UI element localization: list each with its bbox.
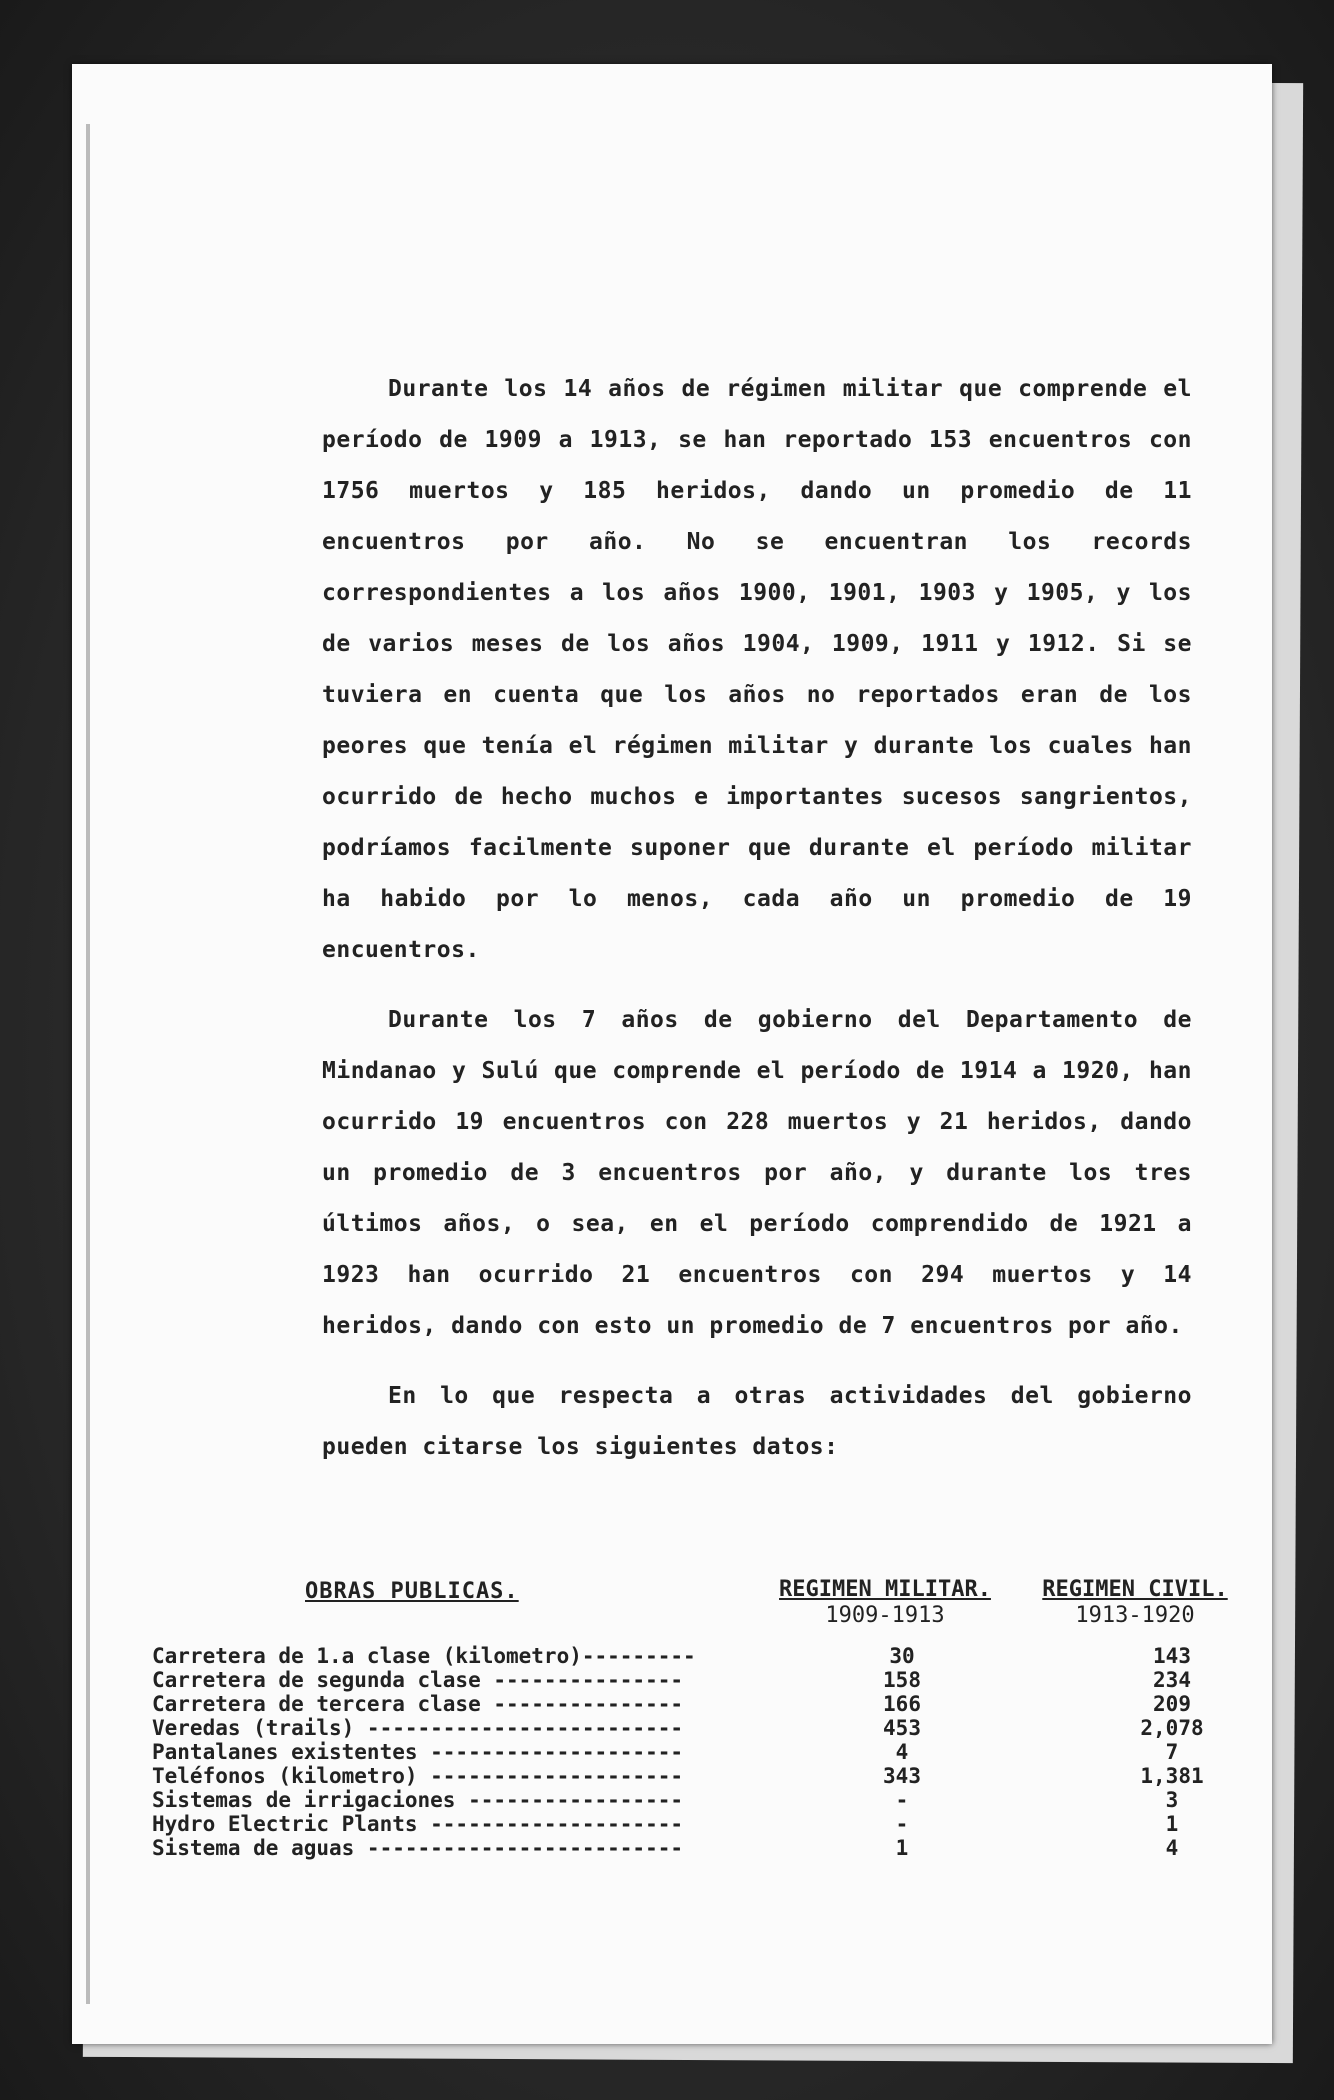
column-header-civil	[1025, 1577, 1245, 1629]
public-works-table	[152, 1644, 1252, 1860]
military-value: 343	[883, 1764, 921, 1788]
table-row	[152, 1668, 1252, 1692]
section-title: OBRAS PUBLICAS.	[305, 1579, 519, 1604]
column-header-military	[775, 1577, 995, 1629]
military-value: 1	[895, 1836, 909, 1860]
table-row	[152, 1716, 1252, 1740]
column-title-civil: REGIMEN CIVIL.	[1042, 1577, 1228, 1602]
column-years-civil: 1913-1920	[1075, 1603, 1195, 1628]
table-row	[152, 1740, 1252, 1764]
civil-value: 7	[1165, 1740, 1179, 1764]
paragraph-other-activities: En lo que respecta a otras actividades del gobierno pueden citarse los siguientes datos:	[322, 1383, 1192, 1460]
military-value: 4	[895, 1740, 909, 1764]
row-label: Sistema de aguas -------------------------	[152, 1836, 684, 1860]
body-text	[322, 364, 1192, 1492]
military-value: -	[895, 1812, 909, 1836]
column-title-military: REGIMEN MILITAR.	[779, 1577, 991, 1602]
row-label: Carretera de 1.a clase (kilometro)---------	[152, 1644, 696, 1668]
table-header	[305, 1569, 1305, 1649]
paragraph-civil-government: Durante los 7 años de gobierno del Departamento de Mindanao y Sulú que comprende el período de 1914 a 1920, han ocurrido 19 encuentros con 228 muertos y 21 heridos, dando un promedio de 3 encuentros por año, y durante los tres últimos años, o sea, en el período comprendido de 1921 a 1923 han ocurrido 21 encuentros con 294 muertos y 14 heridos, dando con esto un promedio de 7 encuentros por año.	[322, 1007, 1192, 1339]
row-label: Veredas (trails) -------------------------	[152, 1716, 684, 1740]
table-row	[152, 1836, 1252, 1860]
civil-value: 234	[1153, 1668, 1191, 1692]
row-label: Carretera de segunda clase ---------------	[152, 1668, 684, 1692]
civil-value: 4	[1165, 1836, 1179, 1860]
civil-value: 143	[1153, 1644, 1191, 1668]
table-row	[152, 1644, 1252, 1668]
military-value: 453	[883, 1716, 921, 1740]
document-page	[72, 64, 1272, 2044]
row-label: Pantalanes existentes --------------------	[152, 1740, 684, 1764]
row-label: Carretera de tercera clase ---------------	[152, 1692, 684, 1716]
civil-value: 2,078	[1140, 1716, 1204, 1740]
table-row	[152, 1692, 1252, 1716]
table-row	[152, 1788, 1252, 1812]
civil-value: 3	[1165, 1788, 1179, 1812]
column-years-military: 1909-1913	[825, 1603, 945, 1628]
civil-value: 1	[1165, 1812, 1179, 1836]
civil-value: 1,381	[1140, 1764, 1204, 1788]
civil-value: 209	[1153, 1692, 1191, 1716]
paragraph-military-regime: Durante los 14 años de régimen militar que comprende el período de 1909 a 1913, se han reportado 153 encuentros con 1756 muertos y 185 heridos, dando un promedio de 11 encuentros por año. No se encuentran los records correspondientes a los años 1900, 1901, 1903 y 1905, y los de varios meses de los años 1904, 1909, 1911 y 1912. Si se tuviera en cuenta que los años no reportados eran de los peores que tenía el régimen militar y durante los cuales han ocurrido de hecho muchos e importantes sucesos sangrientos, podríamos facilmente suponer que durante el período militar ha habido por lo menos, cada año un promedio de 19 encuentros.	[322, 376, 1192, 963]
row-label: Sistemas de irrigaciones -----------------	[152, 1788, 684, 1812]
row-label: Teléfonos (kilometro) --------------------	[152, 1764, 684, 1788]
military-value: -	[895, 1788, 909, 1812]
row-label: Hydro Electric Plants --------------------	[152, 1812, 684, 1836]
military-value: 158	[883, 1668, 921, 1692]
table-row	[152, 1812, 1252, 1836]
table-row	[152, 1764, 1252, 1788]
military-value: 166	[883, 1692, 921, 1716]
military-value: 30	[889, 1644, 915, 1668]
